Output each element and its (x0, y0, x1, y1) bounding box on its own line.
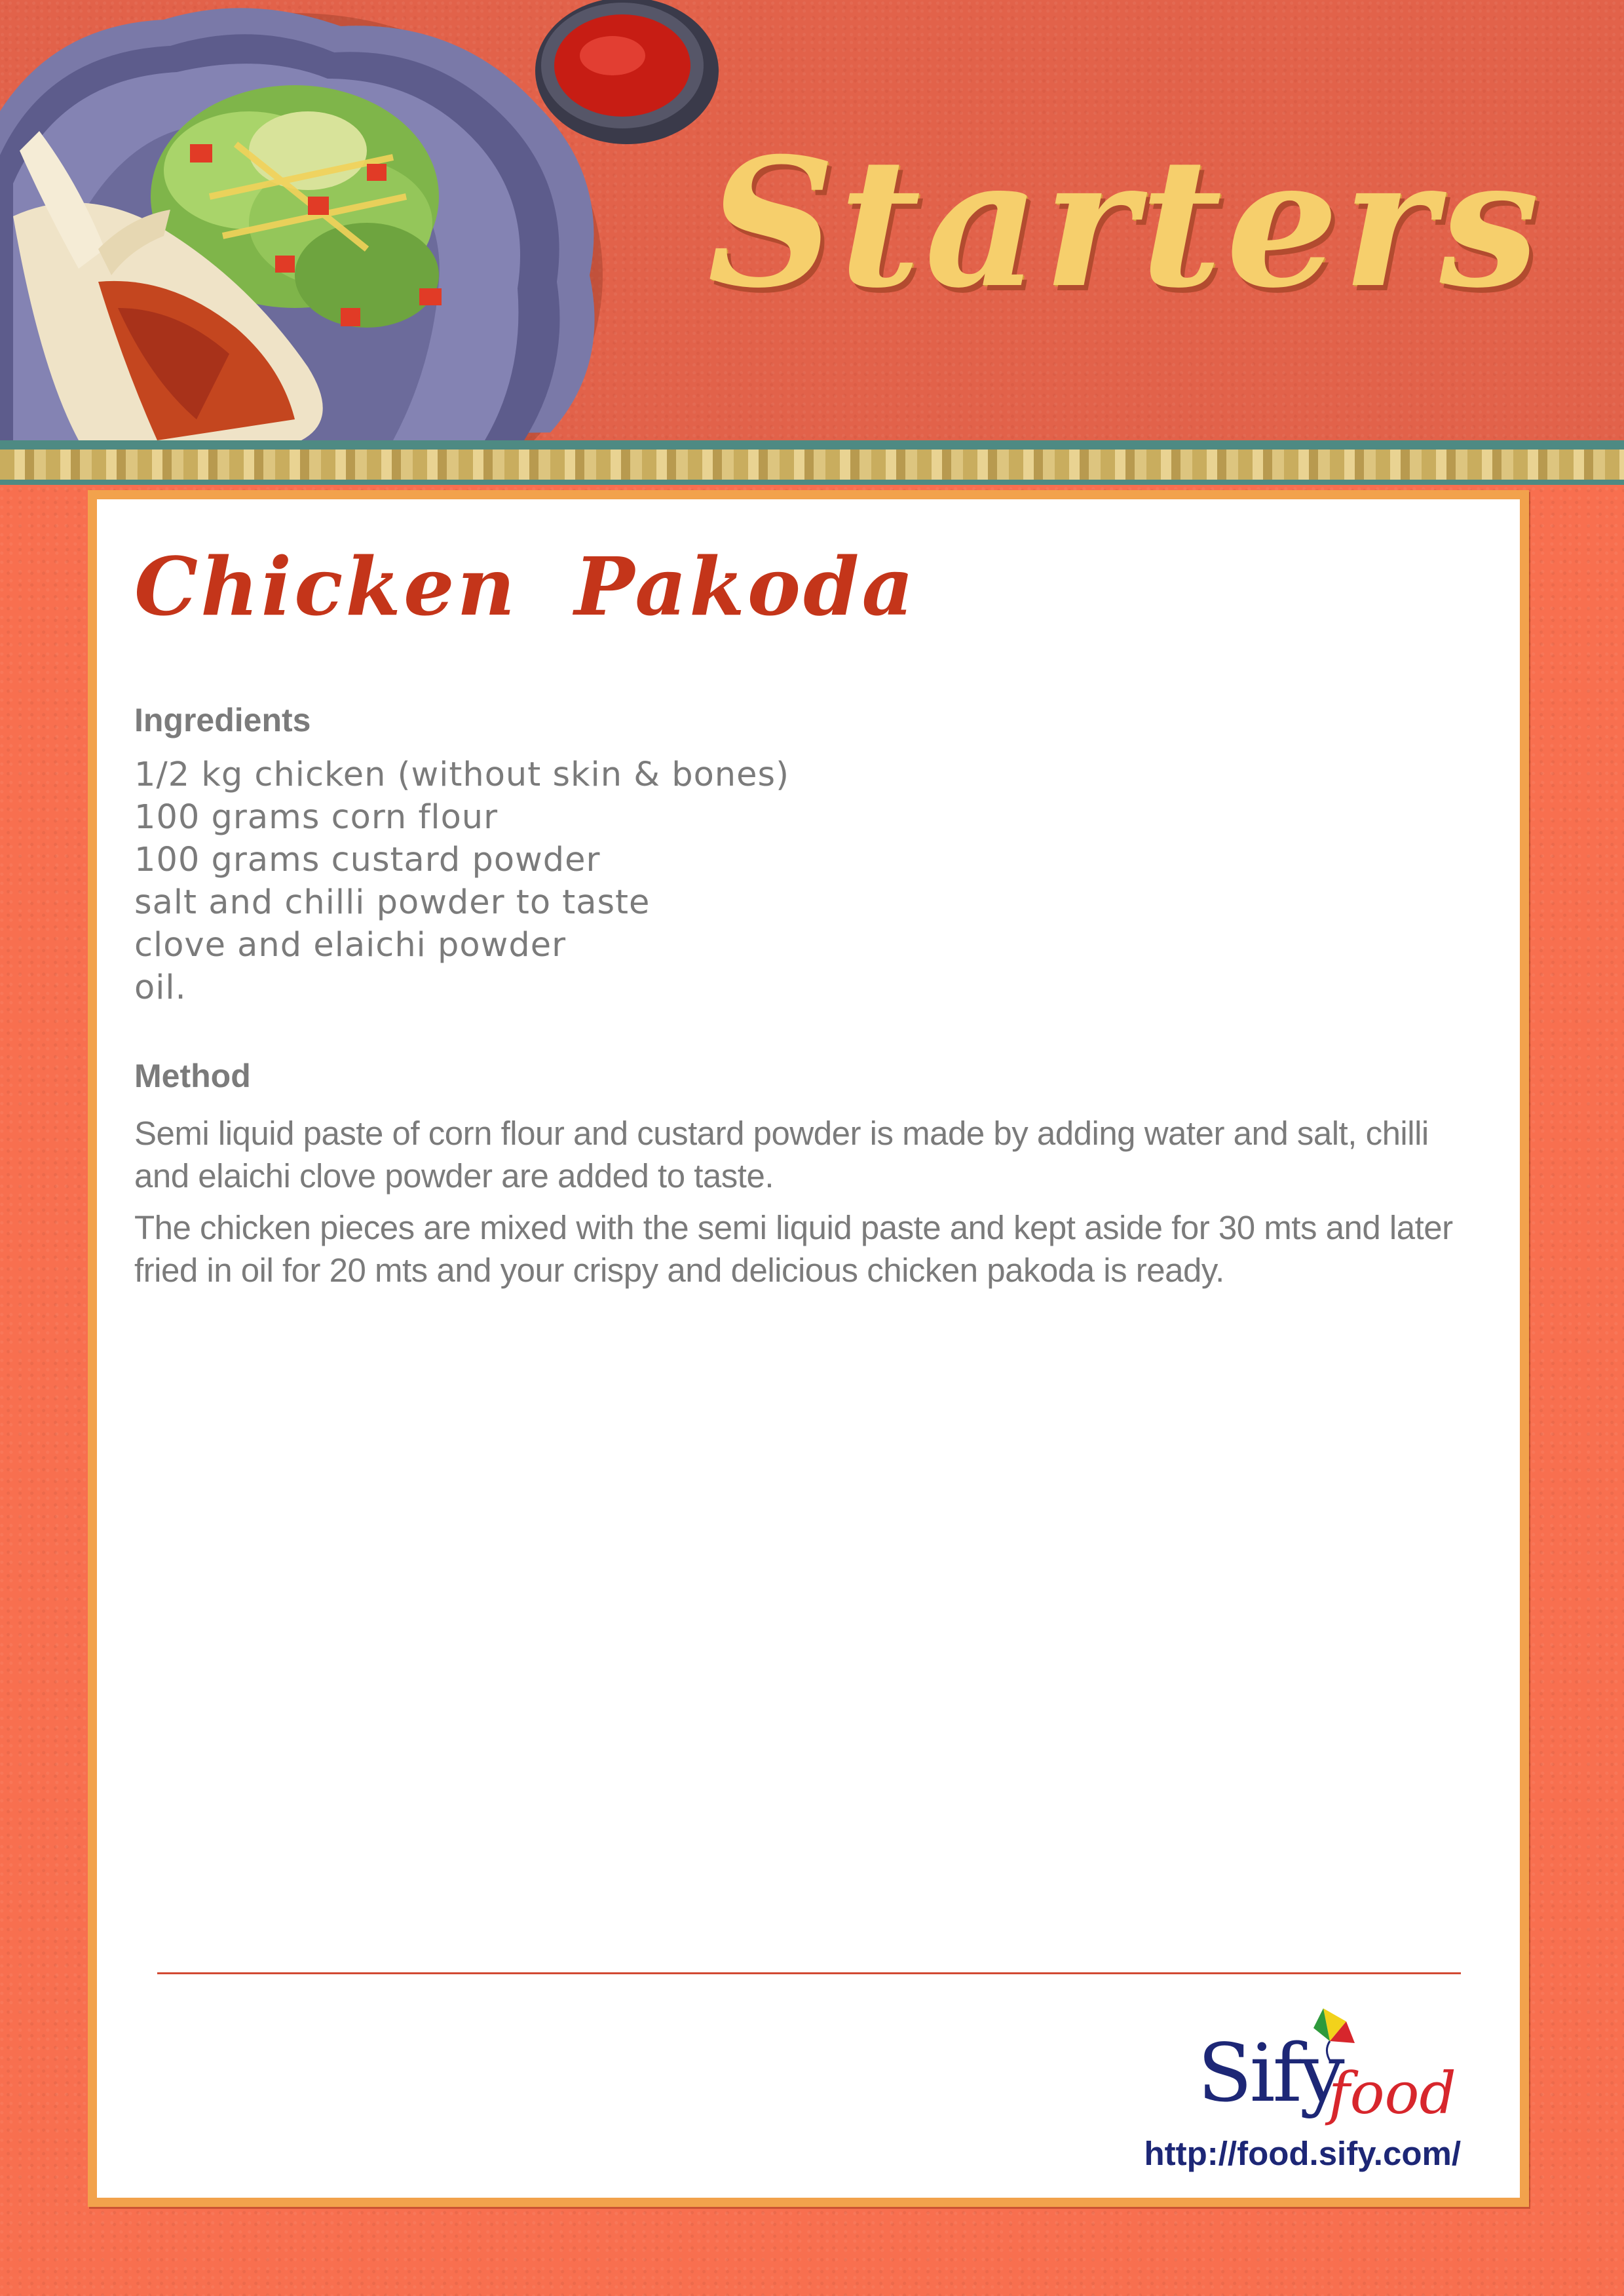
food-plate-illustration (0, 0, 734, 440)
header-border-gold (0, 450, 1624, 485)
logo-brand-text: Sify (1198, 2027, 1342, 2120)
recipe-title: Chicken Pakoda (134, 539, 916, 634)
banner-title: Starters (708, 119, 1543, 327)
list-item: clove and elaichi powder (134, 926, 567, 965)
ingredients-heading: Ingredients (134, 702, 311, 738)
header-border-teal (0, 440, 1624, 450)
method-paragraph: The chicken pieces are mixed with the semi liquid paste and kept aside for 30 mts and later fried in oil for 20 mts and your crispy and delicious chicken pakoda is ready. (134, 1209, 1453, 1289)
list-item: salt and chilli powder to taste (134, 883, 651, 922)
list-item: 100 grams custard powder (134, 841, 601, 879)
footer-divider (157, 1972, 1461, 1974)
ingredients-list (134, 754, 789, 1009)
header-banner (0, 0, 1624, 440)
footer-url: http://food.sify.com/ (1144, 2135, 1461, 2172)
list-item: 100 grams corn flour (134, 798, 499, 837)
method-paragraph: Semi liquid paste of corn flour and custard powder is made by adding water and salt, chilli and elaichi clove powder are added to taste. (134, 1115, 1429, 1195)
logo-suffix-text: food (1329, 2059, 1456, 2127)
list-item: oil. (134, 968, 187, 1007)
method-heading: Method (134, 1058, 251, 1094)
list-item: 1/2 kg chicken (without skin & bones) (134, 756, 789, 794)
